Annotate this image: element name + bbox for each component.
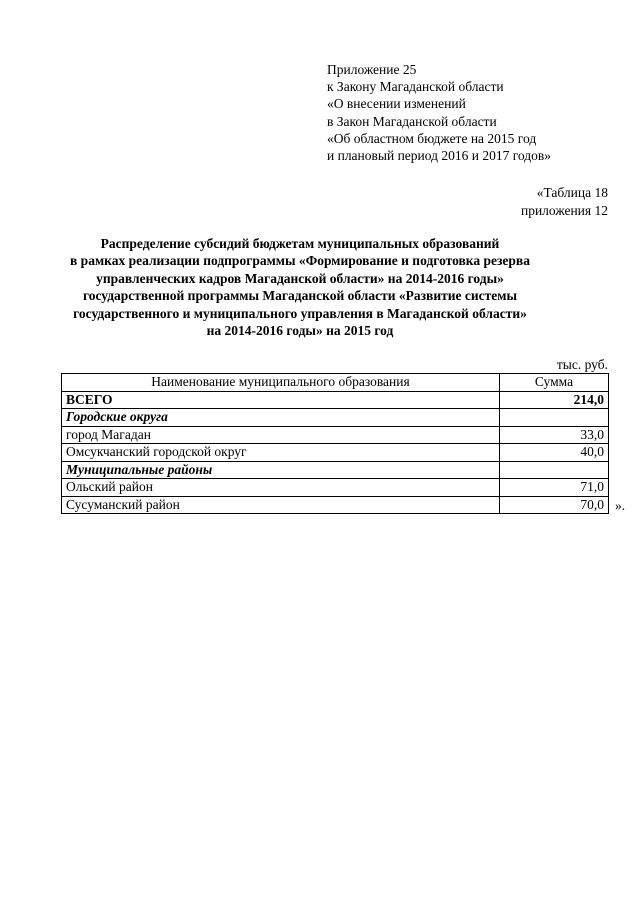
annex-reference — [327, 61, 551, 164]
title-line: на 2014-2016 годы» на 2015 год — [206, 323, 394, 339]
unit-label: тыс. руб. — [556, 357, 608, 372]
row-amount: 70,0 — [500, 496, 609, 514]
annex-line: к Закону Магаданской области — [327, 79, 504, 95]
row-name: Городские округа — [62, 409, 500, 427]
row-name: город Магадан — [62, 426, 500, 444]
row-name: ВСЕГО — [62, 391, 500, 409]
document-title — [40, 235, 560, 339]
table-row-group — [62, 461, 609, 479]
table-reference — [521, 184, 608, 219]
table-header-row — [62, 374, 609, 392]
table-row-total — [62, 391, 609, 409]
title-line: государственной программы Магаданской области «Развитие системы — [82, 288, 518, 304]
row-amount — [500, 461, 609, 479]
row-amount: 40,0 — [500, 444, 609, 462]
row-amount: 33,0 — [500, 426, 609, 444]
annex-line: Приложение 25 — [327, 62, 417, 77]
header-name: Наименование муниципального образования — [62, 374, 500, 392]
row-name: Ольский район — [62, 479, 500, 497]
title-line: Распределение субсидий бюджетам муниципальных образований — [100, 236, 500, 251]
title-line: управленческих кадров Магаданской области» на 2014-2016 годы» — [96, 270, 504, 286]
table-ref-line: «Таблица 18 — [536, 185, 608, 200]
annex-line: в Закон Магаданской области — [327, 113, 497, 129]
row-name: Омсукчанский городской округ — [62, 444, 500, 462]
header-amount: Сумма — [500, 374, 609, 392]
row-amount: 71,0 — [500, 479, 609, 497]
title-line: государственного и муниципального управления в Магаданской области» — [73, 305, 527, 321]
row-amount: 214,0 — [500, 391, 609, 409]
row-name: Муниципальные районы — [62, 461, 500, 479]
annex-line: «О внесении изменений — [327, 96, 466, 112]
closing-quote: ». — [615, 498, 626, 513]
table-row-group — [62, 409, 609, 427]
subsidies-table — [61, 373, 609, 514]
table-row — [62, 444, 609, 462]
annex-line: «Об областном бюджете на 2015 год — [327, 130, 537, 146]
table-row — [62, 496, 609, 514]
table-ref-line: приложения 12 — [520, 202, 608, 218]
row-amount — [500, 409, 609, 427]
annex-line: и плановый период 2016 и 2017 годов» — [327, 148, 552, 164]
row-name: Сусуманский район — [62, 496, 500, 514]
table-row — [62, 426, 609, 444]
title-line: в рамках реализации подпрограммы «Формирование и подготовка резерва — [70, 253, 530, 269]
table-row — [62, 479, 609, 497]
